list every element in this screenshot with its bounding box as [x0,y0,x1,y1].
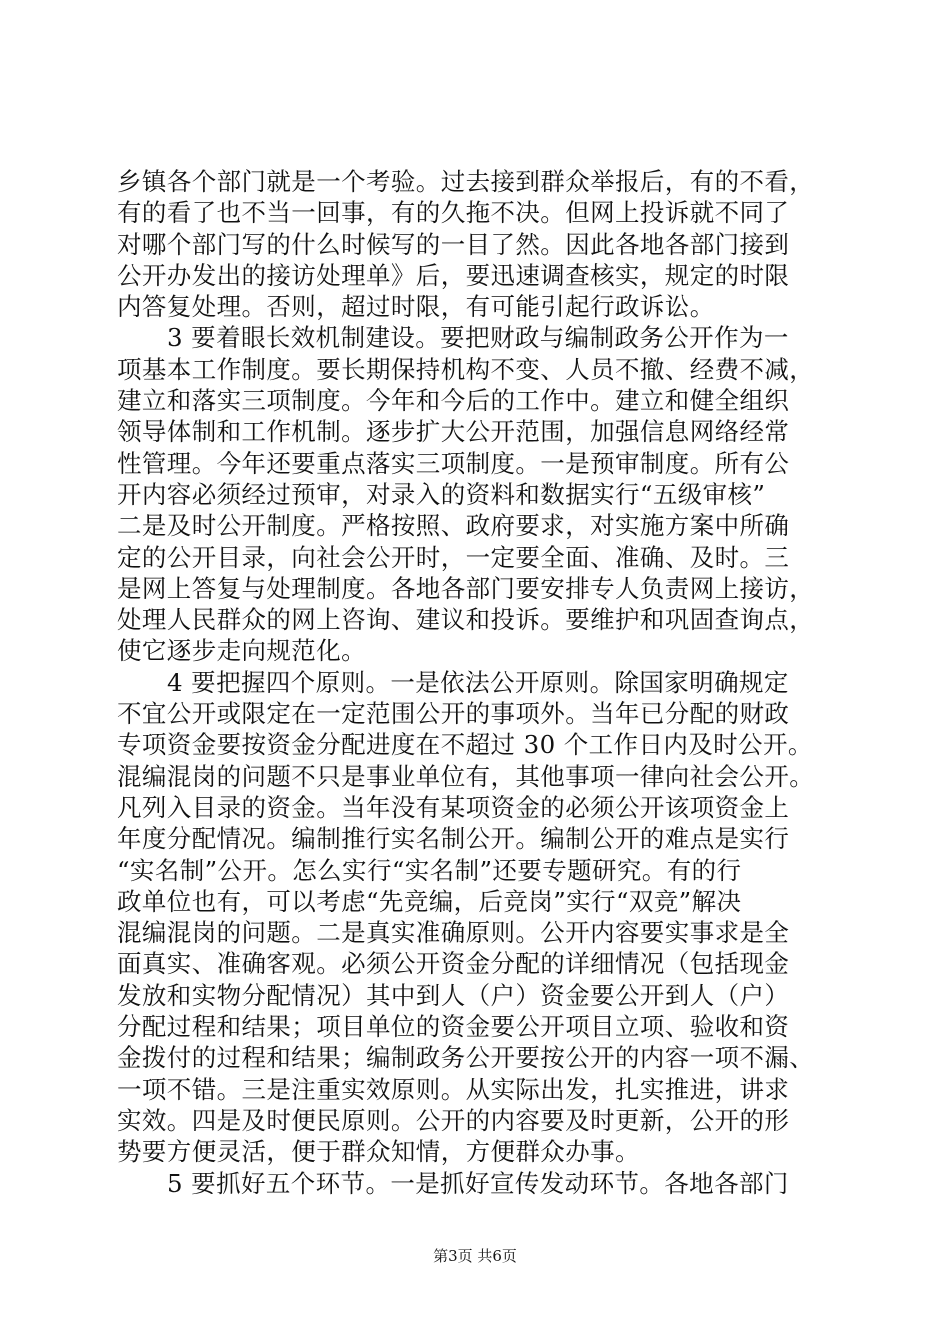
text-line: 项基本工作制度。要长期保持机构不变、人员不撤、经费不减， [117,354,815,384]
text-line: 使它逐步走向规范化。 [117,636,366,666]
text-line: 专项资金要按资金分配进度在不超过 30 个工作日内及时公开。 [117,730,813,760]
text-line: 混编混岗的问题。二是真实准确原则。公开内容要实事求是全 [117,918,790,948]
text-line: 4 要把握四个原则。一是依法公开原则。除国家明确规定 [167,667,789,697]
body-text [117,166,833,1199]
text-line: 领导体制和工作机制。逐步扩大公开范围，加强信息网络经常 [117,417,790,447]
text-line: 混编混岗的问题不只是事业单位有，其他事项一律向社会公开。 [117,761,815,791]
text-line: 一项不错。三是注重实效原则。从实际出发，扎实推进，讲求 [117,1074,790,1104]
text-line: 内答复处理。否则，超过时限，有可能引起行政诉讼。 [117,292,715,322]
text-line: 建立和落实三项制度。今年和今后的工作中。建立和健全组织 [117,386,790,416]
text-line: 发放和实物分配情况）其中到人（户）资金要公开到人（户） [117,980,790,1010]
text-line: 性管理。今年还要重点落实三项制度。一是预审制度。所有公 [117,448,790,478]
text-line: 开内容必须经过预审，对录入的资料和数据实行“五级审核” [117,479,766,509]
text-line: 是网上答复与处理制度。各地各部门要安排专人负责网上接访， [117,573,815,603]
text-line: “实名制”公开。怎么实行“实名制”还要专题研究。有的行 [117,855,742,885]
text-line: 面真实、准确客观。必须公开资金分配的详细情况（包括现金 [117,949,790,979]
text-line: 公开办发出的接访处理单》后，要迅速调查核实，规定的时限 [117,260,790,290]
page-footer: 第3页 共6页 [433,1247,517,1265]
text-line: 乡镇各个部门就是一个考验。过去接到群众举报后，有的不看， [117,167,815,196]
text-line: 政单位也有，可以考虑“先竞编，后竞岗”实行“双竞”解决 [117,886,742,916]
text-line: 二是及时公开制度。严格按照、政府要求，对实施方案中所确 [117,511,790,541]
text-line: 不宜公开或限定在一定范围公开的事项外。当年已分配的财政 [117,699,790,729]
text-line: 凡列入目录的资金。当年没有某项资金的必须公开该项资金上 [117,792,790,822]
text-line: 3 要着眼长效机制建设。要把财政与编制政务公开作为一 [167,323,789,353]
text-line: 对哪个部门写的什么时候写的一目了然。因此各地各部门接到 [117,229,790,259]
text-line: 定的公开目录，向社会公开时，一定要全面、准确、及时。三 [117,542,790,572]
text-line: 分配过程和结果；项目单位的资金要公开项目立项、验收和资 [117,1012,790,1042]
text-line: 有的看了也不当一回事，有的久拖不决。但网上投诉就不同了 [117,198,790,228]
text-line: 年度分配情况。编制推行实名制公开。编制公开的难点是实行 [117,824,790,854]
text-line: 势要方便灵活，便于群众知情，方便群众办事。 [117,1137,640,1167]
text-line: 金拨付的过程和结果；编制政务公开要按公开的内容一项不漏、 [117,1043,815,1073]
text-line: 实效。四是及时便民原则。公开的内容要及时更新，公开的形 [117,1105,790,1135]
text-line: 处理人民群众的网上咨询、建议和投诉。要维护和巩固查询点， [117,605,815,635]
text-line: 5 要抓好五个环节。一是抓好宣传发动环节。各地各部门 [167,1168,789,1198]
